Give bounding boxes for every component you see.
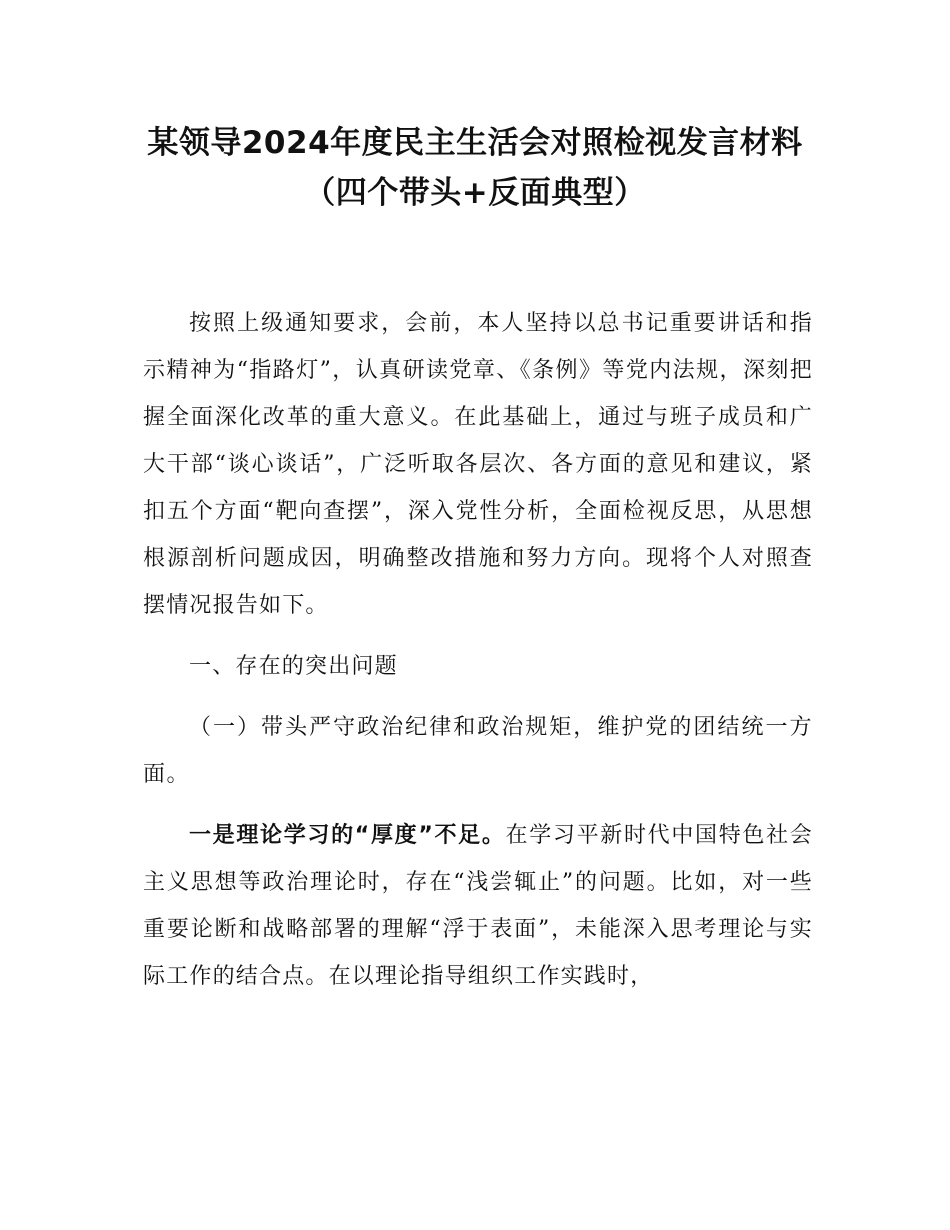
intro-paragraph: 按照上级通知要求，会前，本人坚持以总书记重要讲话和指示精神为“指路灯”，认真研读党章、《条例》等党内法规，深刻把握全面深化改革的重大意义。在此基础上，通过与班子成员和广大干部“谈心谈话”，广泛听取各层次、各方面的意见和建议，紧扣五个方面“靶向查摆”，深入党性分析，全面检视反思，从思想根源剖析问题成因，明确整改措施和努力方向。现将个人对照查摆情况报告如下。 bbox=[143, 311, 813, 618]
subsection-heading: （一）带头严守政治纪律和政治规矩，维护党的团结统一方面。 bbox=[143, 715, 813, 787]
point-paragraph bbox=[143, 812, 813, 1000]
document-title: 某领导2024年度民主生活会对照检视发言材料（四个带头+反面典型） bbox=[147, 125, 803, 211]
document-body bbox=[143, 300, 813, 1000]
section-heading: 一、存在的突出问题 bbox=[189, 654, 398, 679]
point-text: 在学习平新时代中国特色社会主义思想等政治理论时，存在“浅尝辄止”的问题。比如，对一些重要论断和战略部署的理解“浮于表面”，未能深入思考理论与实际工作的结合点。在以理论指导组织工作实践时， bbox=[143, 823, 813, 989]
point-lead: 一是理论学习的“厚度”不足。 bbox=[189, 823, 506, 848]
